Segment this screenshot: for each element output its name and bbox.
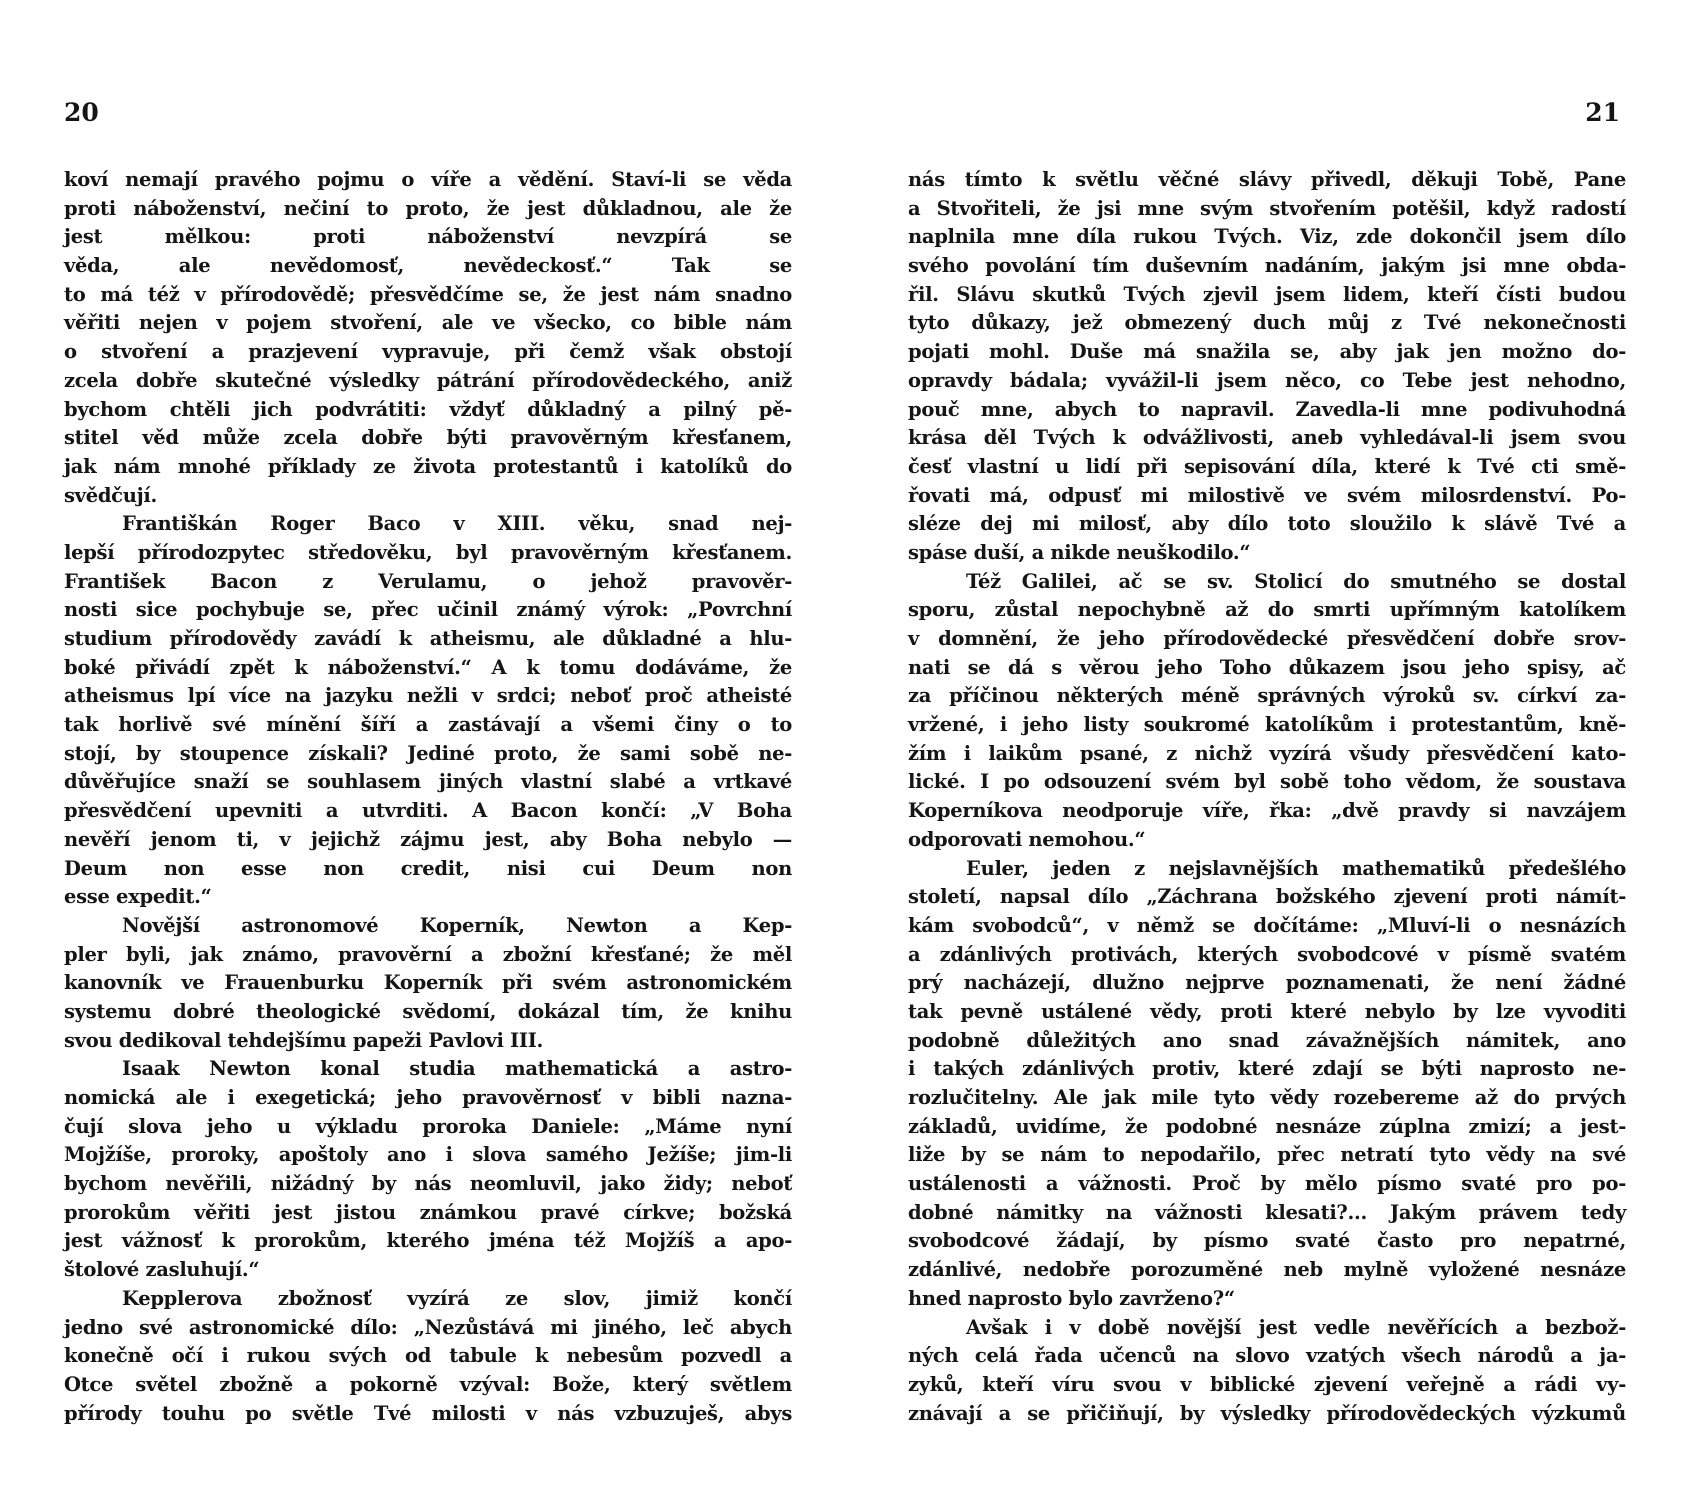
text-line: Otce světel zbožně a pokorně vzýval: Bože, který světlem [64, 1372, 792, 1396]
text-line: stitel věd může zcela dobře býti pravověrným křesťanem, [64, 426, 792, 450]
text-line: jest mělkou: proti náboženství nevzpírá se [64, 225, 792, 249]
text-line: jest vážnosť k prorokům, kterého jména též Mojžíš a apo- [64, 1229, 792, 1253]
text-line: pouč mne, abych to napravil. Zavedla-li mne podivuhodná [908, 397, 1626, 421]
text-line: Avšak i v době novější jest vedle nevěřících a bezbož- [966, 1315, 1626, 1339]
text-line: svědčují. [64, 483, 157, 507]
text-line: i takých zdánlivých protiv, které zdají se býti naprosto ne- [908, 1057, 1626, 1081]
text-line: spáse duší, a nikde neuškodilo.“ [908, 540, 1251, 564]
text-line: Též Galilei, ač se sv. Stolicí do smutného se dostal [966, 569, 1626, 593]
text-line: za příčinou některých méně správných výroků sv. církví za- [908, 684, 1626, 708]
text-line: Euler, jeden z nejslavnějších mathematiků předešlého [966, 856, 1626, 880]
text-line: a zdánlivých protivách, kterých svobodcové v písmě svatém [908, 942, 1626, 966]
text-line: to má též v přírodovědě; přesvědčíme se, že jest nám snadno [64, 282, 792, 306]
text-line: jak nám mnohé příklady ze života protestantů i katolíků do [64, 454, 792, 478]
right-page [842, 0, 1684, 1500]
text-line: řovati má, odpusť mi milostivě ve svém milosrdenství. Po- [908, 483, 1626, 507]
text-line: ustálenosti a vážnosti. Proč by mělo písmo svaté pro po- [908, 1172, 1626, 1196]
text-line: sporu, zůstal nepochybně až do smrti upřímným katolíkem [908, 598, 1626, 622]
text-line: žím i laikům psané, z nichž vyzírá všudy přesvědčení kato- [908, 741, 1626, 765]
text-line: naplnila mne díla rukou Tvých. Viz, zde dokončil jsem dílo [908, 225, 1626, 249]
text-line: štolové zasluhují.“ [64, 1258, 260, 1282]
text-line: tak pevně ustálené vědy, proti které nebylo by lze vyvoditi [908, 999, 1626, 1023]
text-line: dobné námitky na vážnosti klesati?... Jakým právem tedy [908, 1200, 1626, 1224]
text-line: vržené, i jeho listy soukromé katolíkům i protestantům, kně- [908, 713, 1626, 737]
text-line: podobně důležitých ano snad závažnějších námitek, ano [908, 1028, 1626, 1052]
text-line: o stvoření a prazjevení vypravuje, při čemž však obstojí [64, 340, 792, 364]
text-line: přesvědčení upevniti a utvrditi. A Bacon končí: „V Boha [64, 799, 792, 823]
text-line: řil. Slávu skutků Tvých zjevil jsem lidem, kteří čísti budou [908, 282, 1626, 306]
text-line: věda, ale nevědomosť, nevědeckosť.“ Tak se [64, 254, 792, 278]
page-number: 21 [1585, 98, 1620, 127]
text-line: opravdy bádala; vyvážil-li jsem něco, co Tebe jest nehodno, [908, 368, 1626, 392]
text-line: tak horlivě své mínění šíří a zastávají a všemi činy o to [64, 713, 792, 737]
text-line: základů, uvidíme, že podobné nesnáze zúplna zmizí; a jest- [908, 1114, 1626, 1138]
text-line: bychom chtěli jich podvrátiti: vždyť důkladný a pilný pě- [64, 397, 792, 421]
text-line: esse expedit.“ [64, 885, 212, 909]
text-line: lické. I po odsouzení svém byl sobě toho vědom, že soustava [908, 770, 1626, 794]
text-line: Františkán Roger Baco v XIII. věku, snad nej- [122, 512, 792, 536]
text-line: svobodcové žádají, by písmo svaté často pro nepatrné, [908, 1229, 1626, 1253]
text-line: čují slova jeho u výkladu proroka Daniele: „Máme nyní [64, 1114, 792, 1138]
text-line: koví nemají pravého pojmu o víře a vědění. Staví-li se věda [64, 168, 792, 191]
text-line: pojati mohl. Duše má snažila se, aby jak jen možno do- [908, 340, 1626, 364]
text-line: v domnění, že jeho přírodovědecké přesvědčení dobře srov- [908, 627, 1626, 650]
text-line: a Stvořiteli, že jsi mne svým stvořením potěšil, když radostí [908, 196, 1626, 220]
text-line: Deum non esse non credit, nisi cui Deum non [64, 856, 792, 880]
text-line: Novější astronomové Koperník, Newton a Kep- [122, 913, 792, 937]
text-line: nosti sice pochybuje se, přec učinil známý výrok: „Povrchní [64, 598, 792, 622]
text-line: bychom nevěřili, nižádný by nás neomluvil, jako židy; neboť [64, 1172, 792, 1196]
text-line: česť vlastní u lidí při sepisování díla, které k Tvé cti smě- [908, 454, 1626, 478]
text-line: František Bacon z Verulamu, o jehož pravověr- [64, 569, 792, 593]
text-line: nomická ale i exegetická; jeho pravověrnosť v bibli nazna- [64, 1086, 792, 1109]
text-line: znávají a se přičiňují, by výsledky přírodovědeckých výzkumů [908, 1401, 1626, 1425]
page-number: 20 [64, 98, 99, 127]
body-text [64, 166, 792, 1428]
text-line: proti náboženství, nečiní to proto, že jest důkladnou, ale že [64, 196, 792, 220]
text-line: kanovník ve Frauenburku Koperník při svém astronomickém [64, 971, 792, 995]
text-line: nás tímto k světlu věčné slávy přivedl, děkuji Tobě, Pane [908, 168, 1626, 191]
text-line: zyků, kteří víru svou v biblické zjevení veřejně a rádi vy- [908, 1372, 1626, 1396]
text-line: odporovati nemohou.“ [908, 827, 1146, 851]
text-line: atheismus lpí více na jazyku nežli v srdci; neboť proč atheisté [64, 684, 792, 708]
text-line: konečně očí i rukou svých od tabule k nebesům pozvedl a [64, 1344, 792, 1368]
text-line: lepší přírodozpytec středověku, byl pravověrným křesťanem. [64, 540, 792, 564]
text-line: rozlučitelny. Ale jak mile tyto vědy rozebereme až do prvých [908, 1086, 1626, 1109]
text-line: tyto důkazy, jež obmezený duch můj z Tvé nekonečnosti [908, 311, 1626, 335]
text-line: pler byli, jak známo, pravověrní a zbožní křesťané; že měl [64, 942, 792, 966]
text-line: století, napsal dílo „Záchrana božského zjevení proti námít- [908, 885, 1626, 909]
text-line: svého povolání tím duševním nadáním, jakým jsi mne obda- [908, 254, 1626, 278]
text-line: Kepplerova zbožnosť vyzírá ze slov, jimiž končí [122, 1286, 792, 1310]
text-line: sléze dej mi milosť, aby dílo toto sloužilo k slávě Tvé a [908, 512, 1626, 536]
text-line: ných celá řada učenců na slovo vzatých všech národů a ja- [908, 1344, 1626, 1368]
body-text [908, 166, 1626, 1428]
text-line: Koperníkova neodporuje víře, řka: „dvě pravdy si navzájem [908, 799, 1626, 823]
text-line: liže by se nám to nepodařilo, přec netratí tyto vědy na své [908, 1143, 1626, 1167]
text-line: kám svobodců“, v němž se dočítáme: „Mluví-li o nesnázích [908, 913, 1626, 937]
text-line: Mojžíše, proroky, apoštoly ano i slova samého Ježíše; jim-li [64, 1143, 792, 1167]
text-line: prý nacházejí, dlužno nejprve poznamenati, že není žádné [908, 971, 1626, 995]
text-line: svou dedikoval tehdejšímu papeži Pavlovi III. [64, 1028, 543, 1052]
text-line: boké přivádí zpět k náboženství.“ A k tomu dodáváme, že [64, 655, 792, 679]
text-line: hned naprosto bylo zavrženo?“ [908, 1286, 1235, 1310]
text-line: jedno své astronomické dílo: „Nezůstává mi jiného, leč abych [64, 1315, 792, 1339]
text-line: nati se dá s věrou jeho Toho důkazem jsou jeho spisy, ač [908, 655, 1626, 679]
text-line: nevěří jenom ti, v jejichž zájmu jest, aby Boha nebylo — [64, 827, 792, 851]
text-line: studium přírodovědy zavádí k atheismu, ale důkladné a hlu- [64, 627, 792, 650]
text-line: přírody touhu po světle Tvé milosti v nás vzbuzuješ, abys [64, 1401, 792, 1425]
text-line: prorokům věřiti jest jistou známkou pravé církve; božská [64, 1200, 792, 1224]
text-line: věřiti nejen v pojem stvoření, ale ve všecko, co bible nám [64, 311, 792, 335]
text-line: důvěřujíce snaží se souhlasem jiných vlastní slabé a vrtkavé [64, 770, 792, 794]
text-line: zdánlivé, nedobře porozuměné neb mylně vyložené nesnáze [908, 1258, 1626, 1282]
text-line: krása děl Tvých k odvážlivosti, aneb vyhledával-li jsem svou [908, 426, 1626, 450]
text-line: systemu dobré theologické svědomí, dokázal tím, že knihu [64, 999, 792, 1023]
text-line: Isaak Newton konal studia mathematická a astro- [122, 1057, 792, 1081]
text-line: stojí, by stoupence získali? Jediné proto, že sami sobě ne- [64, 741, 792, 765]
text-line: zcela dobře skutečné výsledky pátrání přírodovědeckého, aniž [64, 368, 792, 392]
